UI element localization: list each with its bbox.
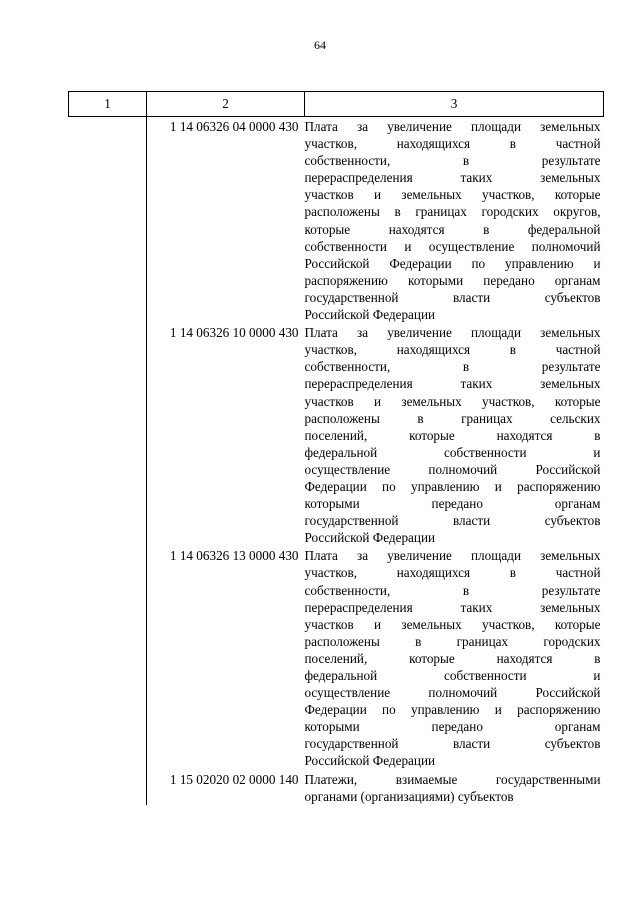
description-line: федеральной собственности и bbox=[304, 444, 601, 460]
description-line: участков и земельных участков, которые bbox=[304, 616, 601, 632]
description-line: участков и земельных участков, которые bbox=[304, 187, 601, 203]
description-line: участков, находящихся в частной bbox=[304, 136, 601, 152]
description-line: участков и земельных участков, которые bbox=[304, 393, 601, 409]
description-line: поселений, которые находятся в bbox=[304, 427, 601, 443]
empty-cell bbox=[69, 546, 147, 769]
description-line: Плата за увеличение площади земельных bbox=[304, 119, 601, 134]
table-row bbox=[69, 770, 604, 805]
description-line: расположены в границах городских bbox=[304, 633, 601, 649]
description-line: собственности, в результате bbox=[304, 153, 601, 169]
description-line: Российской Федерации bbox=[304, 753, 436, 769]
empty-cell bbox=[69, 323, 147, 546]
description-line: Плата за увеличение площади земельных bbox=[304, 548, 601, 564]
description-line: государственной власти субъектов bbox=[304, 736, 601, 752]
description-line: федеральной собственности и bbox=[304, 668, 601, 683]
budget-code: 1 14 06326 13 0000 430 bbox=[169, 548, 299, 564]
table-row bbox=[69, 323, 604, 546]
description-line: которыми передано органам bbox=[304, 496, 601, 512]
description-line: Плата за увеличение площади земельных bbox=[304, 325, 601, 341]
table-header-row bbox=[69, 92, 604, 117]
empty-cell bbox=[69, 770, 147, 805]
income-description bbox=[305, 323, 604, 546]
description-line: государственной власти субъектов bbox=[304, 289, 601, 305]
description-line: собственности, в результате bbox=[304, 359, 601, 375]
description-line: Российской Федерации bbox=[304, 530, 436, 546]
description-line: которые находятся в федеральной bbox=[304, 221, 601, 237]
table-body bbox=[69, 117, 604, 805]
budget-code: 1 14 06326 10 0000 430 bbox=[169, 325, 299, 341]
description-line: перераспределения таких земельных bbox=[304, 599, 601, 615]
table-row bbox=[69, 117, 604, 324]
empty-cell bbox=[69, 117, 147, 324]
description-line: Федерации по управлению и распоряжению bbox=[304, 702, 601, 718]
description-line: участков, находящихся в частной bbox=[304, 342, 601, 358]
description-line: осуществление полномочий Российской bbox=[304, 461, 601, 477]
income-description bbox=[305, 770, 604, 805]
budget-code: 1 14 06326 04 0000 430 bbox=[169, 119, 299, 134]
description-line: собственности, в результате bbox=[304, 582, 601, 598]
income-description bbox=[305, 117, 604, 324]
description-line: собственности и осуществление полномочий bbox=[304, 238, 601, 254]
budget-code: 1 15 02020 02 0000 140 bbox=[169, 771, 299, 787]
description-line: Платежи, взимаемые государственными bbox=[304, 771, 601, 787]
description-line: органами (организациями) субъектов bbox=[304, 788, 514, 804]
income-description bbox=[305, 546, 604, 769]
column-header-2: 2 bbox=[147, 92, 305, 117]
description-line: расположены в границах сельских bbox=[304, 410, 601, 426]
table-row bbox=[69, 546, 604, 769]
description-line: перераспределения таких земельных bbox=[304, 170, 601, 186]
description-line: Российской Федерации по управлению и bbox=[304, 255, 601, 271]
description-line: поселений, которые находятся в bbox=[304, 650, 601, 666]
description-line: Российской Федерации bbox=[304, 307, 436, 323]
page-number: 64 bbox=[314, 38, 326, 52]
budget-codes-table bbox=[68, 91, 604, 805]
description-line: которыми передано органам bbox=[304, 719, 601, 735]
description-line: расположены в границах городских округов, bbox=[304, 204, 601, 220]
description-line: перераспределения таких земельных bbox=[304, 376, 601, 392]
description-line: Федерации по управлению и распоряжению bbox=[304, 478, 601, 494]
description-line: осуществление полномочий Российской bbox=[304, 685, 601, 701]
description-line: участков, находящихся в частной bbox=[304, 565, 601, 581]
column-header-1: 1 bbox=[69, 92, 147, 117]
column-header-3: 3 bbox=[305, 92, 604, 117]
description-line: распоряжению которыми передано органам bbox=[304, 272, 601, 288]
description-line: государственной власти субъектов bbox=[304, 513, 601, 529]
